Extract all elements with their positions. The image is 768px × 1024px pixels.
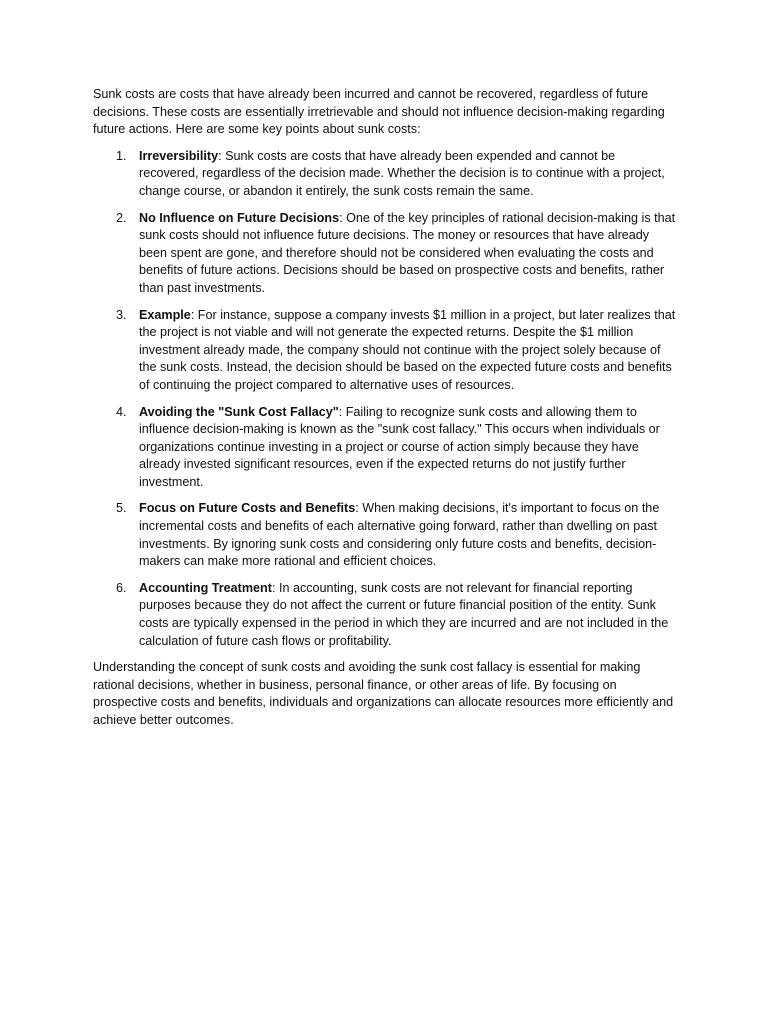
list-item [93, 148, 678, 201]
item-number: 6. [116, 580, 127, 595]
item-term: Focus on Future Costs and Benefits [139, 501, 356, 516]
list-item [93, 307, 678, 395]
item-term: Irreversibility [139, 148, 219, 163]
item-term: Avoiding the "Sunk Cost Fallacy" [139, 404, 339, 419]
item-text: : One of the key principles of rational decision-making is that sunk costs should not influence future decisions. The money or resources that have already been spent are gone, and therefore should not be considered when evaluating the costs and benefits of future actions. Decisions should be based on prospective costs and benefits, rather than past investments. [139, 210, 676, 295]
conclusion-paragraph: Understanding the concept of sunk costs and avoiding the sunk cost fallacy is essential for making rational decisions, whether in business, personal finance, or other areas of life. By focusing on prospective costs and benefits, individuals and organizations can allocate resources more efficiently and achieve better outcomes. [93, 660, 674, 727]
item-term: Example [139, 307, 191, 322]
item-text: : Sunk costs are costs that have already been expended and cannot be recovered, regardless of the decision made. Whether the decision is to continue with a project, change course, or abandon it entirely, the sunk costs remain the same. [139, 148, 665, 198]
item-term: Accounting Treatment [139, 580, 272, 595]
item-number: 4. [116, 404, 127, 419]
item-text: : When making decisions, it's important to focus on the incremental costs and benefits of each alternative going forward, rather than dwelling on past investments. By ignoring sunk costs and considering only future costs and benefits, decision-makers can make more rational and efficient choices. [139, 501, 660, 569]
intro-paragraph: Sunk costs are costs that have already been incurred and cannot be recovered, regardless of future decisions. These costs are essentially irretrievable and should not influence decision-making regarding future actions. Here are some key points about sunk costs: [93, 87, 665, 137]
document-page [93, 86, 678, 739]
list-item [93, 210, 678, 298]
item-number: 2. [116, 210, 127, 225]
item-text: : In accounting, sunk costs are not relevant for financial reporting purposes because they do not affect the current or future financial position of the entity. Sunk costs are typically expensed in the period in which they are incurred and are not included in the calculation of future cash flows or profitability. [139, 580, 669, 648]
list-item [93, 500, 678, 570]
list-item [93, 404, 678, 492]
item-term: No Influence on Future Decisions [139, 210, 340, 225]
item-number: 1. [116, 148, 127, 163]
item-text: : Failing to recognize sunk costs and allowing them to influence decision-making is known as the "sunk cost fallacy." This occurs when individuals or organizations continue investing in a project or course of action simply because they have already invested significant resources, even if the expected returns do not justify further investment. [139, 404, 660, 489]
item-number: 5. [116, 501, 127, 516]
key-points-list [93, 148, 678, 650]
item-text: : For instance, suppose a company invests $1 million in a project, but later realizes that the project is not viable and will not generate the expected returns. Despite the $1 million investment already made, the company should not continue with the project solely because of the sunk costs. Instead, the decision should be based on the expected future costs and benefits of continuing the project compared to alternative uses of resources. [139, 307, 676, 392]
list-item [93, 580, 678, 650]
item-number: 3. [116, 307, 127, 322]
